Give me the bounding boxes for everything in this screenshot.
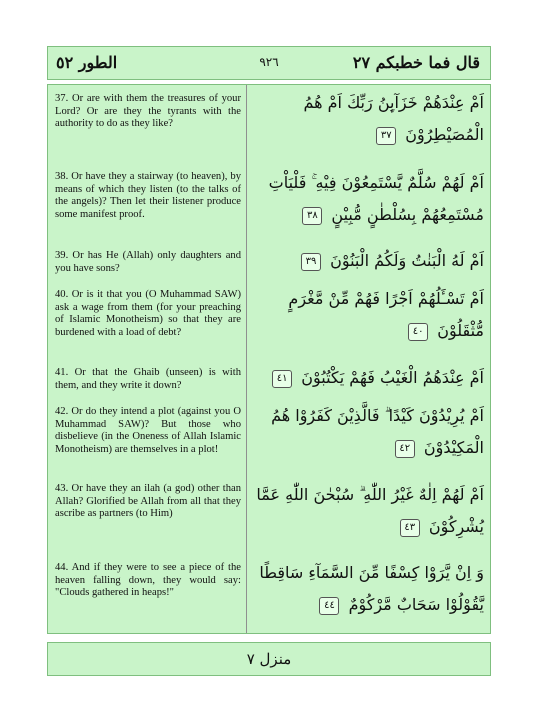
verse-arabic: [254, 167, 484, 231]
ayah-number-badge: ٤١: [272, 370, 292, 388]
verse-arabic: [254, 400, 484, 464]
ayah-number-badge: ٣٨: [302, 207, 322, 225]
manzil-label: منزل ٧: [246, 650, 292, 668]
verse-translation: 37. Or are with them the treasures of your Lord? Or are they the tyrants with the authority to do as they like?: [55, 93, 241, 130]
verse-translation: 42. Or do they intend a plot (against you O Muhammad SAW)? But those who disbelieve (in the Oneness of Allah Islamic Monotheism) are themselves in a plot!: [55, 406, 241, 455]
verse-arabic: [254, 87, 484, 151]
ayah-number-badge: ٤٠: [408, 323, 428, 341]
verse-arabic-text: اَمْ تَسْـَٔلُهُمْ اَجْرًا فَهُمْ مِّنْ مَّغْرَمٍ مُّثْقَلُوْنَ: [288, 289, 484, 340]
ayah-number-badge: ٤٢: [395, 440, 415, 458]
verse-arabic-text: اَمْ يُرِيْدُوْنَ كَيْدًا ۗ فَالَّذِيْنَ كَفَرُوْا هُمُ الْمَكِيْدُوْنَ: [271, 406, 484, 457]
verses-panel: [47, 84, 491, 634]
verse-arabic: [254, 362, 484, 394]
verse-arabic-text: اَمْ عِنْدَهُمْ خَزَآىِٕنُ رَبِّكَ اَمْ هُمُ الْمُصَيْطِرُوْنَ: [303, 93, 484, 144]
verse-arabic: [254, 245, 484, 277]
verse-arabic: [254, 479, 484, 543]
verse-arabic: [254, 557, 484, 621]
juz-title: قال فما خطبكم ٢٧: [352, 53, 480, 72]
ayah-number-badge: ٤٣: [400, 519, 420, 537]
verse-translation: 44. And if they were to see a piece of the heaven falling down, they would say: "Clouds gathered in heaps!": [55, 562, 241, 599]
verse-arabic-text: اَمْ عِنْدَهُمُ الْغَيْبُ فَهُمْ يَكْتُبُوْنَ: [301, 368, 484, 387]
verse-arabic-text: اَمْ لَهُ الْبَنٰتُ وَلَكُمُ الْبَنُوْنَ: [330, 251, 484, 270]
verse-translation: 43. Or have they an ilah (a god) other than Allah? Glorified be Allah from all that they ascribe as partners (to Him): [55, 483, 241, 520]
verse-arabic-text: وَ اِنْ يَّرَوْا كِسْفًا مِّنَ السَّمَآءِ سَاقِطًا يَّقُوْلُوْا سَحَابٌ مَّرْكُوْمٌ: [259, 563, 484, 614]
verse-arabic: [254, 283, 484, 347]
page-number: ٩٢٦: [259, 55, 279, 69]
ayah-number-badge: ٣٧: [376, 127, 396, 145]
verse-arabic-text: اَمْ لَهُمْ اِلٰهٌ غَيْرُ اللّٰهِ ۗ سُبْحٰنَ اللّٰهِ عَمَّا يُشْرِكُوْنَ: [256, 485, 484, 536]
verse-translation: 38. Or have they a stairway (to heaven), by means of which they listen (to the talks of the angels)? Then let their listener produce some manifest proof.: [55, 171, 241, 220]
verse-translation: 39. Or has He (Allah) only daughters and you have sons?: [55, 250, 241, 274]
page-footer: [47, 642, 491, 676]
page-header: [47, 46, 491, 80]
verse-translation: 40. Or is it that you (O Muhammad SAW) ask a wage from them (for your preaching of Islamic Monotheism) so that they are burdened with a load of debt?: [55, 289, 241, 338]
ayah-number-badge: ٤٤: [319, 597, 339, 615]
verse-translation: 41. Or that the Ghaib (unseen) is with them, and they write it down?: [55, 367, 241, 391]
column-divider: [246, 85, 247, 633]
verse-arabic-text: اَمْ لَهُمْ سُلَّمٌ يَّسْتَمِعُوْنَ فِيْهِ ۚ فَلْيَاْتِ مُسْتَمِعُهُمْ بِسُلْطٰنٍ مُّبِيْنٍ: [268, 173, 484, 224]
ayah-number-badge: ٣٩: [301, 253, 321, 271]
surah-title: الطور ٥٢: [56, 53, 118, 72]
